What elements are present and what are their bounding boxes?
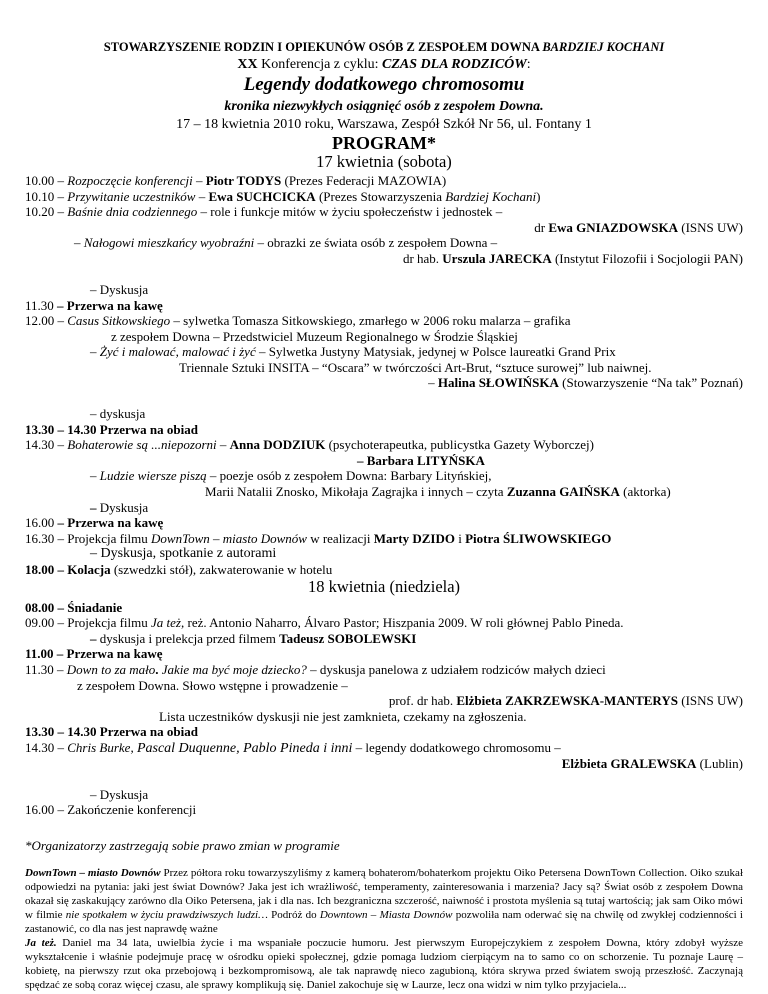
agenda-line: 10.00 – Rozpoczęcie konferencji – Piotr TODYS (Prezes Federacji MAZOWIA) (25, 173, 447, 188)
speaker-line: prof. dr hab. Elżbieta ZAKRZEWSKA-MANTERYS (ISNS UW) (388, 693, 743, 708)
agenda-line: 14.30 – Bohaterowie są ...niepozorni – Anna DODZIUK (psychoterapeutka, publicystka Gazety Wyborczej) (25, 437, 594, 452)
agenda-line: 13.30 – 14.30 Przerwa na obiad (25, 724, 198, 739)
agenda-line: 11.30 – Down to za mało. Jakie ma być moje dziecko? – dyskusja panelowa z udziałem rodziców małych dzieci (25, 662, 606, 677)
conference-line: XX Konferencja z cyklu: CZAS DLA RODZICÓW: (237, 57, 531, 72)
date-place: 17 – 18 kwietnia 2010 roku, Warszawa, Zespół Szkół Nr 56, ul. Fontany 1 (176, 117, 592, 132)
agenda-line: z zespołem Downa. Słowo wstępne i prowadzenie – (77, 678, 348, 693)
agenda-line: 16.00 – Zakończenie konferencji (25, 802, 197, 817)
agenda-line: Lista uczestników dyskusji nie jest zamknieta, czekamy na zgłoszenia. (159, 709, 527, 724)
program-heading: PROGRAM* (332, 133, 436, 153)
speaker-line: dr Ewa GNIAZDOWSKA (ISNS UW) (534, 220, 743, 235)
film-descriptions (25, 866, 743, 992)
agenda-line: z zespołem Downa – Przedstwiciel Muzeum Regionalnego w Środzie Śląskiej (111, 329, 518, 344)
agenda-line: 16.00 – Przerwa na kawę (25, 515, 164, 530)
agenda-line: 09.00 – Projekcja filmu Ja też, reż. Antonio Naharro, Álvaro Pastor; Hiszpania 2009. W roli głównej Pablo Pineda. (25, 615, 624, 630)
agenda-line: 11.00 – Przerwa na kawę (25, 646, 163, 661)
agenda-line: – Ludzie wiersze piszą – poezje osób z zespołem Downa: Barbary Lityńskiej, (90, 468, 492, 483)
agenda-line: 08.00 – Śniadanie (25, 600, 123, 615)
agenda-line: 14.30 – Chris Burke, Pascal Duquenne, Pablo Pineda i inni – legendy dodatkowego chromosomu – (25, 740, 561, 756)
film-description-ja-tez: Ja też. Daniel ma 34 lata, uwielbia życie i ma wspaniałe poczucie humoru. Jest pierwszym Europejczykiem z zespołem Downa, który zdobył wyższe wykształcenie i właśnie podejmuje pracę w ośrodku opieki społecznej, gdzie pomaga ludziom cierpiącym na to samo co on schorzenie. Tu poznaje Laurę – kobietę, na pierwszy rzut oka przebojową i bezkompromisową, ale tak naprawdę nieco zagubioną, która skrywa przed światem swoją przeszłość. Zaczynają spędzać ze sobą coraz więcej czasu, ale sprawy komplikują się. Daniel zakochuje się w Laurze, lecz ona widzi w nim tylko przyjaciela... (25, 937, 743, 991)
speaker-line: – Halina SŁOWIŃSKA (Stowarzyszenie “Na tak” Poznań) (428, 375, 743, 390)
agenda-line: 10.20 – Baśnie dnia codziennego – role i funkcje mitów w życiu społeczeństw i jednostek – (25, 204, 503, 219)
agenda-line: 10.10 – Przywitanie uczestników – Ewa SUCHCICKA (Prezes Stowarzyszenia Bardziej Kochani) (25, 189, 541, 204)
agenda-line: – dyskusja i prelekcja przed filmem Tadeusz SOBOLEWSKI (90, 631, 417, 646)
speaker-line: Elżbieta GRALEWSKA (Lublin) (561, 756, 743, 771)
agenda-line: 11.30 – Przerwa na kawę (25, 298, 163, 313)
film-description-downtown: DownTown – miasto Downów Przez półtora roku towarzyszyliśmy z kamerą bohaterom/bohaterkom projektu Oiko Petersena DownTown Collection. Oiko szukał odpowiedzi na pytania: jaki jest świat Downów? Jaka jest ich wrażliwość, temperamenty, zainteresowania i marzenia? Jacy są? Świat osób z zespołem Downa okazał się zaskakujący zarówno dla Oiko Petersena, jak i dla nas. Ich bezgraniczna szczerość, naiwność i prostota myślenia są tutaj wartością; jak sam Oiko mówi w filmie nie spotkałem w życiu prawdziwszych ludzi… Podróż do Downtown – Miasta Downów pozwoliła nam oderwać się na chwilę od zwykłej codzienności i zastanowić, co dla nas jest naprawdę ważne (25, 867, 743, 935)
speaker-line: – Barbara LITYŃSKA (357, 453, 485, 468)
conference-title: Legendy dodatkowego chromosomu (243, 74, 525, 95)
agenda-line: 18.00 – Kolacja (szwedzki stół), zakwaterowanie w hotelu (25, 562, 333, 577)
agenda-line: – Dyskusja, spotkanie z autorami (90, 546, 277, 561)
agenda-line: – Dyskusja (90, 282, 149, 297)
agenda-line: – Nałogowi mieszkańcy wyobraźni – obrazki ze świata osób z zespołem Downa – (74, 235, 498, 250)
speaker-line: dr hab. Urszula JARECKA (Instytut Filozofii i Socjologii PAN) (402, 251, 743, 266)
footnote: *Organizatorzy zastrzegają sobie prawo zmian w programie (25, 838, 340, 853)
conference-subtitle: kronika niezwykłych osiągnięć osób z zespołem Downa. (224, 99, 544, 114)
agenda-line: – dyskusja (90, 406, 146, 421)
agenda-line: 12.00 – Casus Sitkowskiego – sylwetka Tomasza Sitkowskiego, zmarłego w 2006 roku malarza – grafika (25, 313, 571, 328)
organization-line: STOWARZYSZENIE RODZIN I OPIEKUNÓW OSÓB Z ZESPOŁEM DOWNA BARDZIEJ KOCHANI (103, 40, 665, 54)
day1-heading: 17 kwietnia (sobota) (316, 152, 452, 171)
agenda-line: 16.30 – Projekcja filmu DownTown – miasto Downów w realizacji Marty DZIDO i Piotra ŚLIWOWSKIEGO (25, 531, 612, 546)
agenda-line: – Żyć i malować, malować i żyć – Sylwetka Justyny Matysiak, jedynej w Polsce laureatki Grand Prix (90, 344, 616, 359)
agenda-line: – Dyskusja (90, 787, 149, 802)
agenda-line: 13.30 – 14.30 Przerwa na obiad (25, 422, 198, 437)
day2-heading: 18 kwietnia (niedziela) (307, 577, 461, 596)
agenda-line: – Dyskusja (90, 500, 149, 515)
agenda-line: Triennale Sztuki INSITA – “Oscara” w twórczości Art-Brut, “sztuce surowej” lub naiwnej. (179, 360, 652, 375)
agenda-line: Marii Natalii Znosko, Mikołaja Zagrajka i innych – czyta Zuzanna GAIŃSKA (aktorka) (205, 484, 671, 499)
